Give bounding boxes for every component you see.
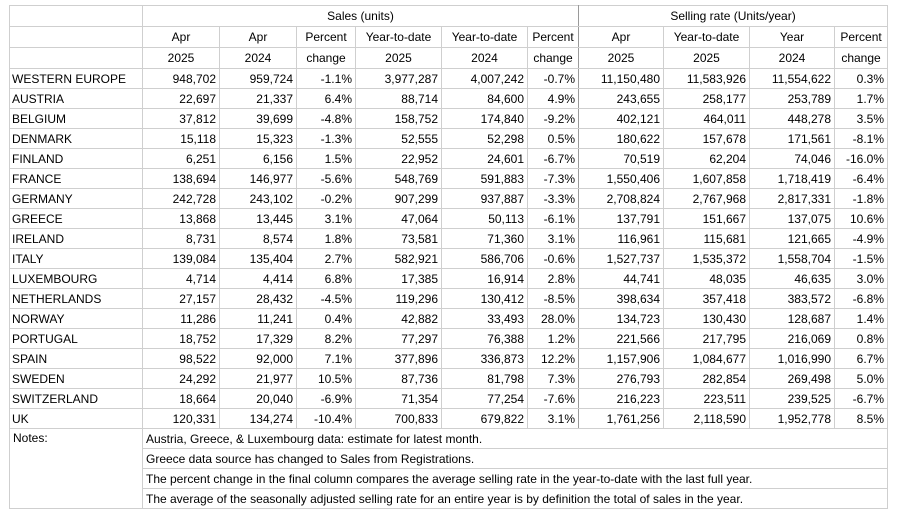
region-name-cell: SPAIN: [10, 349, 143, 369]
value-cell: -5.6%: [297, 169, 356, 189]
value-cell: -4.9%: [835, 229, 888, 249]
value-cell: 6.7%: [835, 349, 888, 369]
value-cell: 146,977: [220, 169, 297, 189]
value-cell: 44,741: [579, 269, 664, 289]
value-cell: 171,561: [750, 129, 835, 149]
value-cell: 0.5%: [528, 129, 579, 149]
value-cell: 959,724: [220, 69, 297, 89]
value-cell: 464,011: [664, 109, 750, 129]
value-cell: -3.3%: [528, 189, 579, 209]
value-cell: 28.0%: [528, 309, 579, 329]
column-header: Apr: [143, 27, 220, 48]
value-cell: -7.6%: [528, 389, 579, 409]
table-row: [10, 189, 888, 209]
value-cell: 121,665: [750, 229, 835, 249]
value-cell: 700,833: [356, 409, 442, 429]
value-cell: 120,331: [143, 409, 220, 429]
value-cell: -4.5%: [297, 289, 356, 309]
value-cell: 1.5%: [297, 149, 356, 169]
value-cell: 948,702: [143, 69, 220, 89]
value-cell: 137,075: [750, 209, 835, 229]
value-cell: 13,868: [143, 209, 220, 229]
value-cell: 2,817,331: [750, 189, 835, 209]
value-cell: 582,921: [356, 249, 442, 269]
column-header-sub: change: [297, 48, 356, 69]
notes-row: [10, 429, 888, 449]
value-cell: -16.0%: [835, 149, 888, 169]
value-cell: -0.7%: [528, 69, 579, 89]
table-row: [10, 289, 888, 309]
value-cell: 679,822: [442, 409, 528, 429]
value-cell: 1,084,677: [664, 349, 750, 369]
value-cell: 128,687: [750, 309, 835, 329]
column-header: Percent: [835, 27, 888, 48]
value-cell: 398,634: [579, 289, 664, 309]
value-cell: 216,223: [579, 389, 664, 409]
value-cell: 1.2%: [528, 329, 579, 349]
table-row: [10, 329, 888, 349]
value-cell: 138,694: [143, 169, 220, 189]
value-cell: 24,292: [143, 369, 220, 389]
value-cell: 116,961: [579, 229, 664, 249]
value-cell: 15,323: [220, 129, 297, 149]
value-cell: -6.7%: [528, 149, 579, 169]
value-cell: 70,519: [579, 149, 664, 169]
value-cell: 134,274: [220, 409, 297, 429]
value-cell: 139,084: [143, 249, 220, 269]
value-cell: 4,714: [143, 269, 220, 289]
value-cell: 13,445: [220, 209, 297, 229]
column-header: Year-to-date: [664, 27, 750, 48]
value-cell: -1.5%: [835, 249, 888, 269]
value-cell: 10.6%: [835, 209, 888, 229]
column-header: Apr: [579, 27, 664, 48]
column-header-row-1: [10, 27, 888, 48]
value-cell: 46,635: [750, 269, 835, 289]
header-corner-cell: [10, 27, 143, 48]
table-row: [10, 129, 888, 149]
value-cell: 4.9%: [528, 89, 579, 109]
table-row: [10, 229, 888, 249]
value-cell: 37,812: [143, 109, 220, 129]
value-cell: 88,714: [356, 89, 442, 109]
value-cell: 21,337: [220, 89, 297, 109]
value-cell: 3.1%: [528, 229, 579, 249]
value-cell: 1,718,419: [750, 169, 835, 189]
value-cell: 1,952,778: [750, 409, 835, 429]
value-cell: 20,040: [220, 389, 297, 409]
note-line: Austria, Greece, & Luxembourg data: estimate for latest month.: [143, 429, 888, 449]
note-line: The average of the seasonally adjusted selling rate for an entire year is by definition the total of sales in the year.: [143, 489, 888, 509]
value-cell: 2,118,590: [664, 409, 750, 429]
value-cell: 174,840: [442, 109, 528, 129]
value-cell: 84,600: [442, 89, 528, 109]
value-cell: -1.8%: [835, 189, 888, 209]
value-cell: 1,527,737: [579, 249, 664, 269]
value-cell: -0.2%: [297, 189, 356, 209]
value-cell: 137,791: [579, 209, 664, 229]
value-cell: 907,299: [356, 189, 442, 209]
value-cell: 223,511: [664, 389, 750, 409]
value-cell: 33,493: [442, 309, 528, 329]
column-header: Year: [750, 27, 835, 48]
table-row: [10, 389, 888, 409]
value-cell: 6,156: [220, 149, 297, 169]
value-cell: 10.5%: [297, 369, 356, 389]
value-cell: 12.2%: [528, 349, 579, 369]
value-cell: 62,204: [664, 149, 750, 169]
value-cell: 2,708,824: [579, 189, 664, 209]
value-cell: 8.2%: [297, 329, 356, 349]
value-cell: 357,418: [664, 289, 750, 309]
region-name-cell: FRANCE: [10, 169, 143, 189]
region-name-cell: ITALY: [10, 249, 143, 269]
region-name-cell: WESTERN EUROPE: [10, 69, 143, 89]
region-name-cell: IRELAND: [10, 229, 143, 249]
column-header-sub: 2025: [143, 48, 220, 69]
value-cell: 1,157,906: [579, 349, 664, 369]
column-header: Year-to-date: [442, 27, 528, 48]
column-header-row-2: [10, 48, 888, 69]
value-cell: 71,354: [356, 389, 442, 409]
region-name-cell: LUXEMBOURG: [10, 269, 143, 289]
column-header: Year-to-date: [356, 27, 442, 48]
value-cell: 21,977: [220, 369, 297, 389]
value-cell: 1.4%: [835, 309, 888, 329]
column-header: Percent: [528, 27, 579, 48]
column-header-sub: change: [835, 48, 888, 69]
value-cell: 24,601: [442, 149, 528, 169]
value-cell: -1.3%: [297, 129, 356, 149]
value-cell: 50,113: [442, 209, 528, 229]
value-cell: 216,069: [750, 329, 835, 349]
column-header-sub: 2024: [220, 48, 297, 69]
value-cell: 2.7%: [297, 249, 356, 269]
region-name-cell: NETHERLANDS: [10, 289, 143, 309]
sales-table-container: [9, 5, 888, 509]
sales-group-header: Sales (units): [143, 6, 579, 27]
value-cell: 258,177: [664, 89, 750, 109]
value-cell: 1,607,858: [664, 169, 750, 189]
value-cell: -6.4%: [835, 169, 888, 189]
value-cell: 8,574: [220, 229, 297, 249]
value-cell: 7.3%: [528, 369, 579, 389]
region-name-cell: SWEDEN: [10, 369, 143, 389]
value-cell: 2.8%: [528, 269, 579, 289]
value-cell: 4,007,242: [442, 69, 528, 89]
value-cell: 239,525: [750, 389, 835, 409]
value-cell: 8.5%: [835, 409, 888, 429]
value-cell: 87,736: [356, 369, 442, 389]
value-cell: 1,761,256: [579, 409, 664, 429]
value-cell: -0.6%: [528, 249, 579, 269]
value-cell: 18,752: [143, 329, 220, 349]
table-row: [10, 269, 888, 289]
region-name-cell: GREECE: [10, 209, 143, 229]
value-cell: 7.1%: [297, 349, 356, 369]
header-corner-cell: [10, 6, 143, 27]
table-row: [10, 409, 888, 429]
value-cell: -1.1%: [297, 69, 356, 89]
table-row: [10, 209, 888, 229]
value-cell: 11,286: [143, 309, 220, 329]
column-header-sub: 2024: [442, 48, 528, 69]
value-cell: 98,522: [143, 349, 220, 369]
value-cell: 52,298: [442, 129, 528, 149]
value-cell: 92,000: [220, 349, 297, 369]
value-cell: 253,789: [750, 89, 835, 109]
value-cell: 11,150,480: [579, 69, 664, 89]
table-row: [10, 69, 888, 89]
value-cell: 52,555: [356, 129, 442, 149]
value-cell: 243,655: [579, 89, 664, 109]
value-cell: 1,558,704: [750, 249, 835, 269]
column-header-sub: 2025: [664, 48, 750, 69]
value-cell: 383,572: [750, 289, 835, 309]
header-corner-cell: [10, 48, 143, 69]
table-row: [10, 149, 888, 169]
value-cell: 74,046: [750, 149, 835, 169]
value-cell: 4,414: [220, 269, 297, 289]
group-header-row: [10, 6, 888, 27]
value-cell: 221,566: [579, 329, 664, 349]
value-cell: 1.7%: [835, 89, 888, 109]
value-cell: -8.1%: [835, 129, 888, 149]
value-cell: 6,251: [143, 149, 220, 169]
value-cell: 135,404: [220, 249, 297, 269]
value-cell: 0.4%: [297, 309, 356, 329]
region-name-cell: DENMARK: [10, 129, 143, 149]
value-cell: 8,731: [143, 229, 220, 249]
table-row: [10, 369, 888, 389]
value-cell: 39,699: [220, 109, 297, 129]
table-row: [10, 309, 888, 329]
value-cell: 402,121: [579, 109, 664, 129]
value-cell: 151,667: [664, 209, 750, 229]
value-cell: 0.3%: [835, 69, 888, 89]
value-cell: 11,583,926: [664, 69, 750, 89]
notes-label: Notes:: [10, 429, 143, 509]
table-row: [10, 89, 888, 109]
region-name-cell: FINLAND: [10, 149, 143, 169]
value-cell: 242,728: [143, 189, 220, 209]
value-cell: 11,241: [220, 309, 297, 329]
value-cell: 3.0%: [835, 269, 888, 289]
column-header-sub: 2025: [579, 48, 664, 69]
value-cell: -4.8%: [297, 109, 356, 129]
value-cell: 15,118: [143, 129, 220, 149]
value-cell: 16,914: [442, 269, 528, 289]
value-cell: -6.8%: [835, 289, 888, 309]
value-cell: 3.5%: [835, 109, 888, 129]
value-cell: 28,432: [220, 289, 297, 309]
value-cell: 591,883: [442, 169, 528, 189]
note-line: The percent change in the final column compares the average selling rate in the year-to-date with the last full year.: [143, 469, 888, 489]
value-cell: 276,793: [579, 369, 664, 389]
region-name-cell: BELGIUM: [10, 109, 143, 129]
value-cell: -6.9%: [297, 389, 356, 409]
note-line: Greece data source has changed to Sales from Registrations.: [143, 449, 888, 469]
column-header-sub: 2024: [750, 48, 835, 69]
value-cell: 6.4%: [297, 89, 356, 109]
table-row: [10, 169, 888, 189]
region-name-cell: PORTUGAL: [10, 329, 143, 349]
value-cell: 586,706: [442, 249, 528, 269]
value-cell: 217,795: [664, 329, 750, 349]
value-cell: 6.8%: [297, 269, 356, 289]
value-cell: 157,678: [664, 129, 750, 149]
value-cell: 377,896: [356, 349, 442, 369]
value-cell: 3.1%: [528, 409, 579, 429]
column-header: Percent: [297, 27, 356, 48]
value-cell: 937,887: [442, 189, 528, 209]
value-cell: 115,681: [664, 229, 750, 249]
column-header-sub: 2025: [356, 48, 442, 69]
value-cell: 76,388: [442, 329, 528, 349]
value-cell: -9.2%: [528, 109, 579, 129]
value-cell: 73,581: [356, 229, 442, 249]
table-row: [10, 109, 888, 129]
region-name-cell: AUSTRIA: [10, 89, 143, 109]
value-cell: 22,952: [356, 149, 442, 169]
sales-table: [9, 5, 888, 509]
value-cell: 71,360: [442, 229, 528, 249]
region-name-cell: NORWAY: [10, 309, 143, 329]
column-header: Apr: [220, 27, 297, 48]
value-cell: 0.8%: [835, 329, 888, 349]
value-cell: -6.1%: [528, 209, 579, 229]
value-cell: 42,882: [356, 309, 442, 329]
value-cell: 1,535,372: [664, 249, 750, 269]
value-cell: 130,412: [442, 289, 528, 309]
value-cell: 243,102: [220, 189, 297, 209]
value-cell: 18,664: [143, 389, 220, 409]
value-cell: 17,385: [356, 269, 442, 289]
value-cell: 119,296: [356, 289, 442, 309]
value-cell: 2,767,968: [664, 189, 750, 209]
value-cell: -10.4%: [297, 409, 356, 429]
value-cell: 448,278: [750, 109, 835, 129]
value-cell: 1,016,990: [750, 349, 835, 369]
value-cell: 282,854: [664, 369, 750, 389]
value-cell: 134,723: [579, 309, 664, 329]
value-cell: 336,873: [442, 349, 528, 369]
value-cell: 180,622: [579, 129, 664, 149]
value-cell: 1,550,406: [579, 169, 664, 189]
value-cell: -6.7%: [835, 389, 888, 409]
value-cell: 17,329: [220, 329, 297, 349]
value-cell: 11,554,622: [750, 69, 835, 89]
region-name-cell: UK: [10, 409, 143, 429]
value-cell: 5.0%: [835, 369, 888, 389]
region-name-cell: SWITZERLAND: [10, 389, 143, 409]
value-cell: 47,064: [356, 209, 442, 229]
value-cell: 22,697: [143, 89, 220, 109]
value-cell: 548,769: [356, 169, 442, 189]
table-row: [10, 349, 888, 369]
value-cell: 77,254: [442, 389, 528, 409]
value-cell: -7.3%: [528, 169, 579, 189]
value-cell: 27,157: [143, 289, 220, 309]
value-cell: 1.8%: [297, 229, 356, 249]
value-cell: 158,752: [356, 109, 442, 129]
value-cell: 3,977,287: [356, 69, 442, 89]
column-header-sub: change: [528, 48, 579, 69]
value-cell: -8.5%: [528, 289, 579, 309]
value-cell: 3.1%: [297, 209, 356, 229]
value-cell: 130,430: [664, 309, 750, 329]
region-name-cell: GERMANY: [10, 189, 143, 209]
value-cell: 77,297: [356, 329, 442, 349]
table-row: [10, 249, 888, 269]
value-cell: 269,498: [750, 369, 835, 389]
value-cell: 81,798: [442, 369, 528, 389]
value-cell: 48,035: [664, 269, 750, 289]
rate-group-header: Selling rate (Units/year): [579, 6, 888, 27]
